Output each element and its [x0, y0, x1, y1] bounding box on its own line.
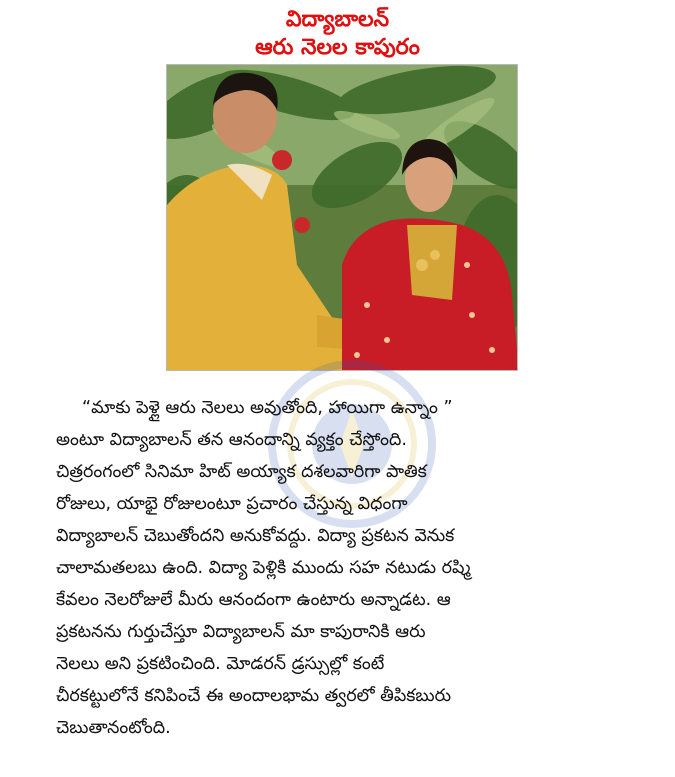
- article-line: విద్యాబాలన్ చెబుతోందని అనుకోవద్దు. విద్యా ప్రకటన వెనుక: [56, 526, 455, 546]
- article-line: రోజులు, యాభై రోజులంటూ ప్రచారం చేస్తున్న విధంగా: [56, 494, 408, 514]
- couple-photo: [166, 64, 518, 371]
- article-body: [56, 392, 660, 744]
- article-line: చాలామతలబు ఉంది. విద్యా పెళ్లికి ముందు సహ నటుడు రష్మి: [56, 558, 471, 578]
- article-line: ప్రకటనను గుర్తుచేస్తూ విద్యాబాలన్ మా కాపురానికి ఆరు: [56, 622, 426, 642]
- article-line: నెలలు అని ప్రకటించింది. మోడరన్ డ్రస్సుల్లో కంటే: [56, 654, 385, 674]
- article-line: అంటూ విద్యాబాలన్ తన ఆనందాన్ని వ్యక్తం చేస్తోంది.: [56, 430, 407, 450]
- headline-subtitle: ఆరు నెలల కాపురం: [255, 35, 420, 60]
- article-line: చెబుతానంటోంది.: [56, 718, 171, 738]
- article-line: చీరకట్టులోనే కనిపించే ఈ అందాలభామ త్వరలో తీపికబురు: [56, 686, 452, 706]
- article-line: “మాకు పెళ్లై ఆరు నెలలు అవుతోంది, హాయిగా ఉన్నాం ”: [82, 398, 453, 418]
- article-line: చిత్రరంగంలో సినిమా హిట్ అయ్యాక దశలవారిగా పాతిక: [56, 462, 427, 482]
- photo-couple-icon: [167, 65, 518, 371]
- headline-title: విద్యాబాలన్: [285, 7, 390, 32]
- article-line: కేవలం నెలరోజులే మీరు ఆనందంగా ఉంటారు అన్నాడట. ఆ: [56, 590, 451, 610]
